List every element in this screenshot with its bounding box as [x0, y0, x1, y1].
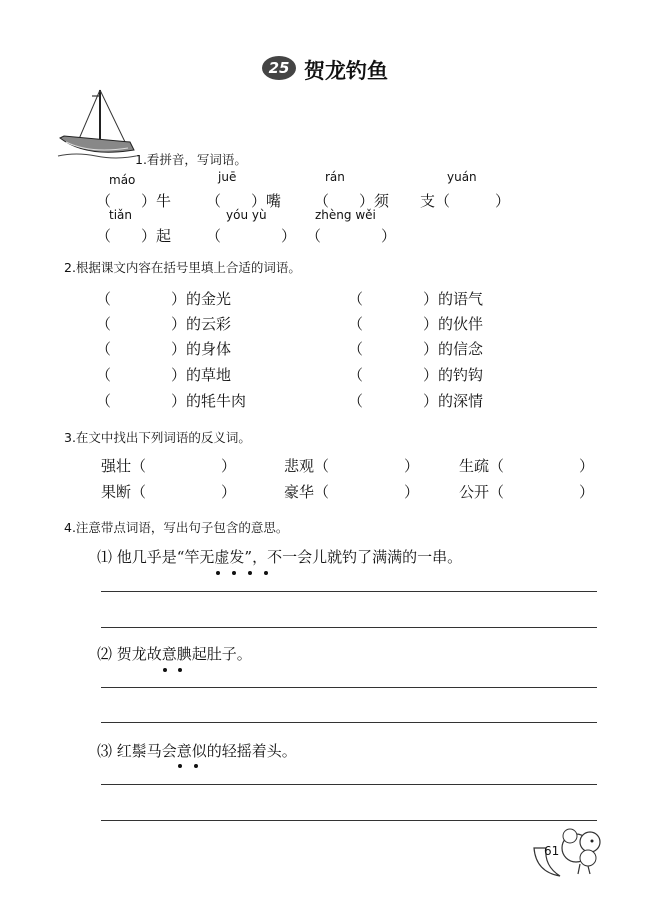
pinyin-jue: juē [218, 170, 237, 184]
q4-sentence-1: ⑴ 他几乎是“竿无虚发”，不一会儿就钓了满满的一串。 [97, 548, 463, 566]
q1-item-1[interactable]: （ ）牛 [96, 192, 172, 210]
q3-heading: 3.在文中找出下列词语的反义词。 [64, 430, 251, 445]
q2-right-5[interactable]: （ ）的深情 [348, 392, 484, 410]
answer-line[interactable] [101, 820, 597, 821]
q2-left-5[interactable]: （ ）的牦牛肉 [96, 392, 247, 410]
q1-item-6[interactable]: （ ） [206, 227, 297, 245]
q1-item-4[interactable]: 支（ ） [420, 192, 511, 210]
emphasis-dot [264, 571, 268, 575]
q3-item-5[interactable]: 豪华（ ） [284, 483, 420, 501]
emphasis-dot [194, 764, 198, 768]
q3-item-3[interactable]: 生疏（ ） [459, 457, 595, 475]
emphasis-dot [248, 571, 252, 575]
q1-item-2[interactable]: （ ）嘴 [206, 192, 282, 210]
emphasis-dot [178, 764, 182, 768]
q4-heading: 4.注意带点词语，写出句子包含的意思。 [64, 520, 289, 535]
pinyin-mao: máo [109, 173, 136, 187]
q2-left-2[interactable]: （ ）的云彩 [96, 315, 232, 333]
emphasis-dot [216, 571, 220, 575]
pinyin-youyu: yóu yù [226, 208, 267, 222]
answer-line[interactable] [101, 627, 597, 628]
q2-right-4[interactable]: （ ）的钓钩 [348, 366, 484, 384]
emphasis-dot [232, 571, 236, 575]
q2-right-3[interactable]: （ ）的信念 [348, 340, 484, 358]
answer-line[interactable] [101, 687, 597, 688]
q4-sentence-3: ⑶ 红鬃马会意似的轻摇着头。 [97, 742, 297, 760]
pinyin-ran: rán [325, 170, 345, 184]
q1-item-5[interactable]: （ ）起 [96, 227, 172, 245]
answer-line[interactable] [101, 591, 597, 592]
emphasis-dot [163, 668, 167, 672]
q2-left-3[interactable]: （ ）的身体 [96, 340, 232, 358]
q3-item-2[interactable]: 悲观（ ） [284, 457, 420, 475]
q3-item-4[interactable]: 果断（ ） [101, 483, 237, 501]
q1-heading: 1.看拼音，写词语。 [135, 152, 247, 167]
answer-line[interactable] [101, 784, 597, 785]
pinyin-tian: tiǎn [109, 208, 132, 222]
pinyin-zhengwei: zhèng wěi [315, 208, 376, 222]
q2-right-1[interactable]: （ ）的语气 [348, 290, 484, 308]
q4-sentence-2: ⑵ 贺龙故意腆起肚子。 [97, 645, 252, 663]
pinyin-yuan: yuán [447, 170, 477, 184]
q1-item-7[interactable]: （ ） [306, 227, 397, 245]
q2-right-2[interactable]: （ ）的伙伴 [348, 315, 484, 333]
lesson-number-badge: 25 [262, 56, 296, 80]
emphasis-dot [178, 668, 182, 672]
q3-item-1[interactable]: 强壮（ ） [101, 457, 237, 475]
q2-left-1[interactable]: （ ）的金光 [96, 290, 232, 308]
q2-left-4[interactable]: （ ）的草地 [96, 366, 232, 384]
page-title: 贺龙钓鱼 [304, 58, 388, 83]
q1-item-3[interactable]: （ ）须 [314, 192, 390, 210]
sheep-mascot-icon [530, 820, 610, 880]
q3-item-6[interactable]: 公开（ ） [459, 483, 595, 501]
answer-line[interactable] [101, 722, 597, 723]
page-number: 61 [544, 844, 560, 858]
q2-heading: 2.根据课文内容在括号里填上合适的词语。 [64, 260, 301, 275]
